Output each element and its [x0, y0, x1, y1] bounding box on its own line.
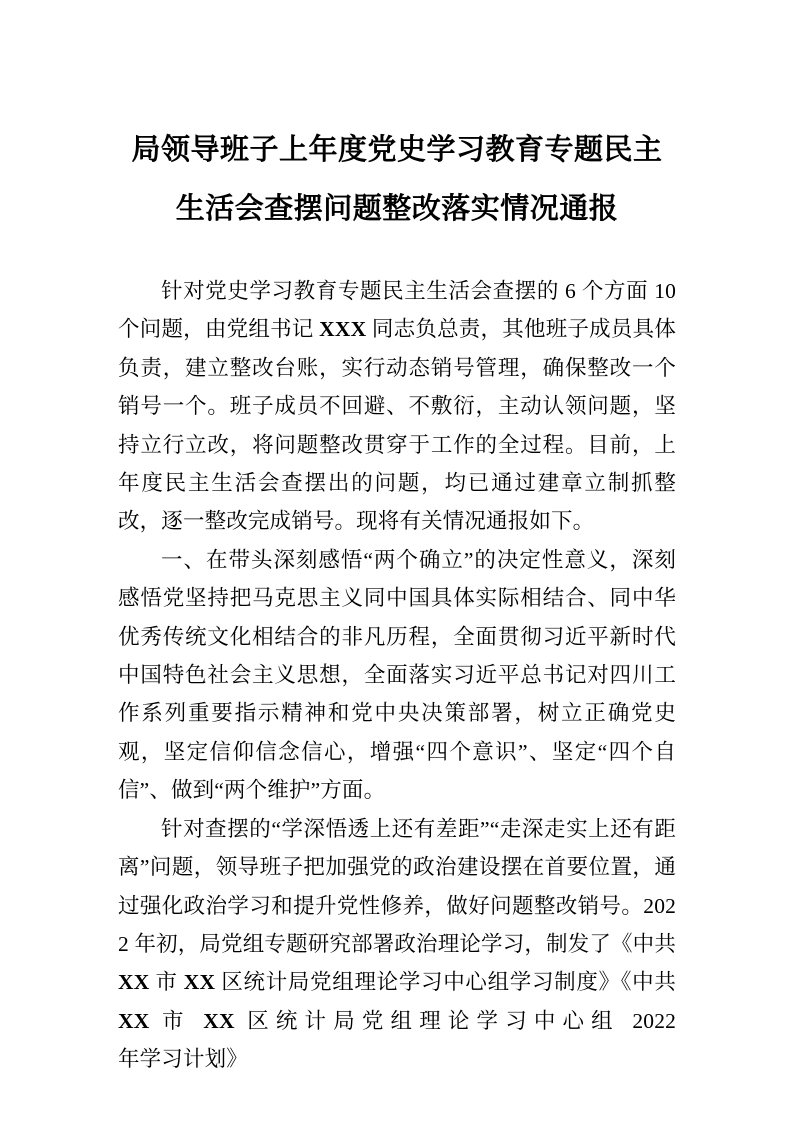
- numeric-token: 6: [564, 279, 576, 303]
- numeric-token: 2022: [632, 1008, 676, 1033]
- page-title-line-2: 生活会查摆问题整改落实情况通报: [175, 193, 619, 225]
- numeric-token: 2022: [118, 893, 676, 956]
- paragraph-section-one-detail: 针对查摆的“学深悟透上还有差距”“走深走实上还有距离”问题，领导班子把加强党的政治建设摆在首要位置，通过强化政治学习和提升党性修养，做好问题整改销号。2022 年初，局党组专题研究部署政治理论学习，制发了《中共 XX 市 XX 区统计局党组理论学习中心组学习制度》《中共 XX 市 XX 区统计局党组理论学习中心组 2022 年学习计划》: [118, 816, 676, 1072]
- redacted-name-token: XXX: [319, 317, 367, 342]
- redacted-name-token: XX: [203, 1008, 235, 1033]
- page-title-line-1: 局领导班子上年度党史学习教育专题民主: [131, 134, 663, 166]
- paragraph-section-one-heading: 一、在带头深刻感悟“两个确立”的决定性意义，深刻感悟党坚持把马克思主义同中国具体实际相结合、同中华优秀传统文化相结合的非凡历程，全面贯彻习近平新时代中国特色社会主义思想，全面落实习近平总书记对四川工作系列重要指示精神和党中央决策部署，树立正确党史观，坚定信仰信念信心，增强“四个意识”、坚定“四个自信”、做到“两个维护”方面。: [118, 547, 676, 803]
- redacted-name-token: XX: [183, 970, 216, 995]
- numeric-token: 10: [654, 279, 676, 303]
- page-title: [118, 0, 676, 239]
- redacted-name-token: XX: [118, 970, 150, 995]
- redacted-name-token: XX: [118, 1008, 150, 1033]
- paragraph-overview: 针对党史学习教育专题民主生活会查摆的 6 个方面 10 个问题，由党组书记 XXX 同志负总责，其他班子成员具体负责，建立整改台账，实行动态销号管理，确保整改一个销号一个。班子成员不回避、不敷衍，主动认领问题，坚持立行立改，将问题整改贯穿于工作的全过程。目前，上年度民主生活会查摆出的问题，均已通过建章立制抓整改，逐一整改完成销号。现将有关情况通报如下。: [118, 279, 676, 534]
- document-body: [118, 0, 676, 1079]
